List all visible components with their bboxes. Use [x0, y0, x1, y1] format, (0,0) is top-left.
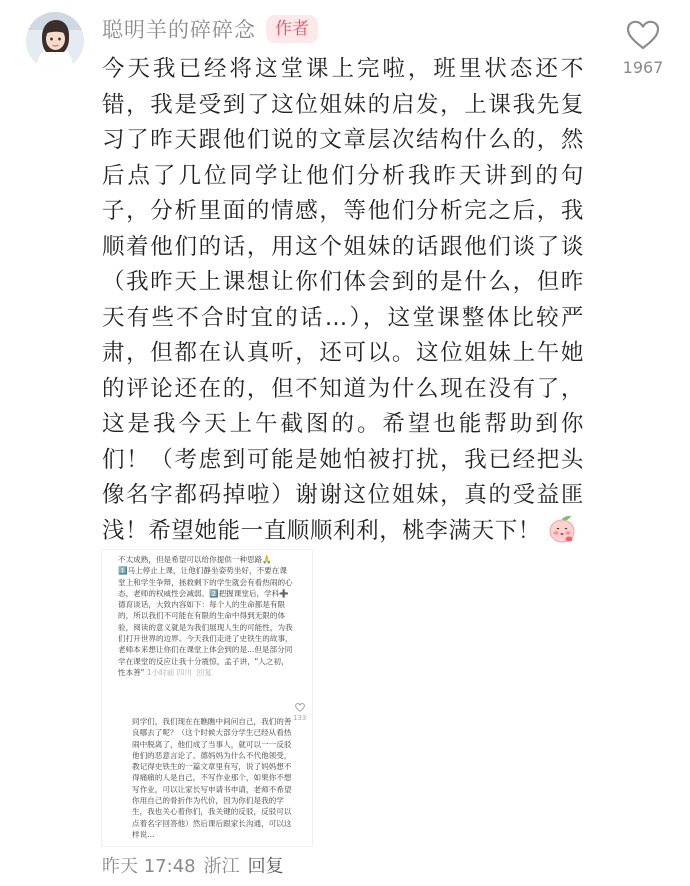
screenshot-like-count: 133: [293, 714, 307, 722]
screenshot-paragraph-1: 不太成熟，但是希望可以给你提供一种思路🙏 1️⃣马上停止上课，让他们静坐姿势坐好，不要在课堂上和学生争辩，拯救剩下的学生就会有看热闹的心态，老师的权威性会减弱。2️⃣把握课堂后，学科➕德育谈话，大致内容如下：每个人的生命都是有限的，所以我们不可能在有限的生命中得到无限的体验，阅读的意义就是为我们展现人生的可能性，为我们打开世界的边界。今天我们走进了史铁生的故事，老师本来想让你们在课堂上体会到的是...但是部分同学在课堂的反应让我十分震惊，孟子讲，"人之初，性本善" 1小时前 四川 回复: [118, 555, 293, 677]
comment-header: [102, 14, 318, 44]
comment-time: 昨天 17:48: [102, 856, 196, 877]
avatar-image: [26, 12, 84, 70]
like-count: 1967: [622, 58, 664, 77]
comment-body: [102, 52, 584, 555]
screenshot-paragraph-2: 同学们，我们现在在瞧瞧中间问自己，我们的善良哪去了呢？（这个时候大部分学生已经从看热闹中脱离了，他们成了当事人，就可以一一反驳他们的恶意言论了。德妈妈为什么不代他领受，教记得史铁生的一篇文章里有写，说了妈妈想不得痛痛的人是自己，不写作业那个，如果你不想写作业，可以让家长写申请书申请，老师不希望你用自己的骨折作为代价，因为你们是我的学生，我也关心着你们，我关键的反驳，反驳可以点着名字回答他）然后课后跟家长沟通，可以这样说...: [132, 717, 292, 839]
author-badge: 作者: [266, 15, 318, 43]
reply-button[interactable]: 回复: [247, 856, 284, 877]
peach-blush-emoji-icon: [547, 514, 577, 556]
screenshot-meta: 1小时前 四川 回复: [146, 667, 212, 677]
username[interactable]: 聪明羊的碎碎念: [102, 18, 256, 42]
comment-location: 浙江: [203, 856, 240, 877]
comment-text: 今天我已经将这堂课上完啦，班里状态还不错，我是受到了这位姐妹的启发，上课我先复习了昨天跟他们说的文章层次结构什么的，然后点了几位同学让他们分析我昨天讲到的句子，分析里面的情感，等他们分析完之后，我顺着他们的话，用这个姐妹的话跟他们谈了谈（我昨天上课想让你们体会到的是什么，但昨天有些不合时宜的话…），这堂课整体比较严肃，但都在认真听，还可以。这位姐妹上午她的评论还在的，但不知道为什么现在没有了，这是我今天上午截图的。希望也能帮助到你们！（考虑到可能是她怕被打扰，我已经把头像名字都码掉啦）谢谢这位姐妹，真的受益匪浅！希望她能一直顺顺利利，桃李满天下！: [102, 56, 584, 544]
screenshot-heart-icon: [295, 703, 305, 712]
comment-screenshot-image[interactable]: [101, 549, 313, 847]
avatar[interactable]: [26, 12, 84, 70]
comment-footer: [102, 852, 284, 878]
heart-icon: [626, 20, 660, 50]
like-button[interactable]: [612, 20, 674, 77]
